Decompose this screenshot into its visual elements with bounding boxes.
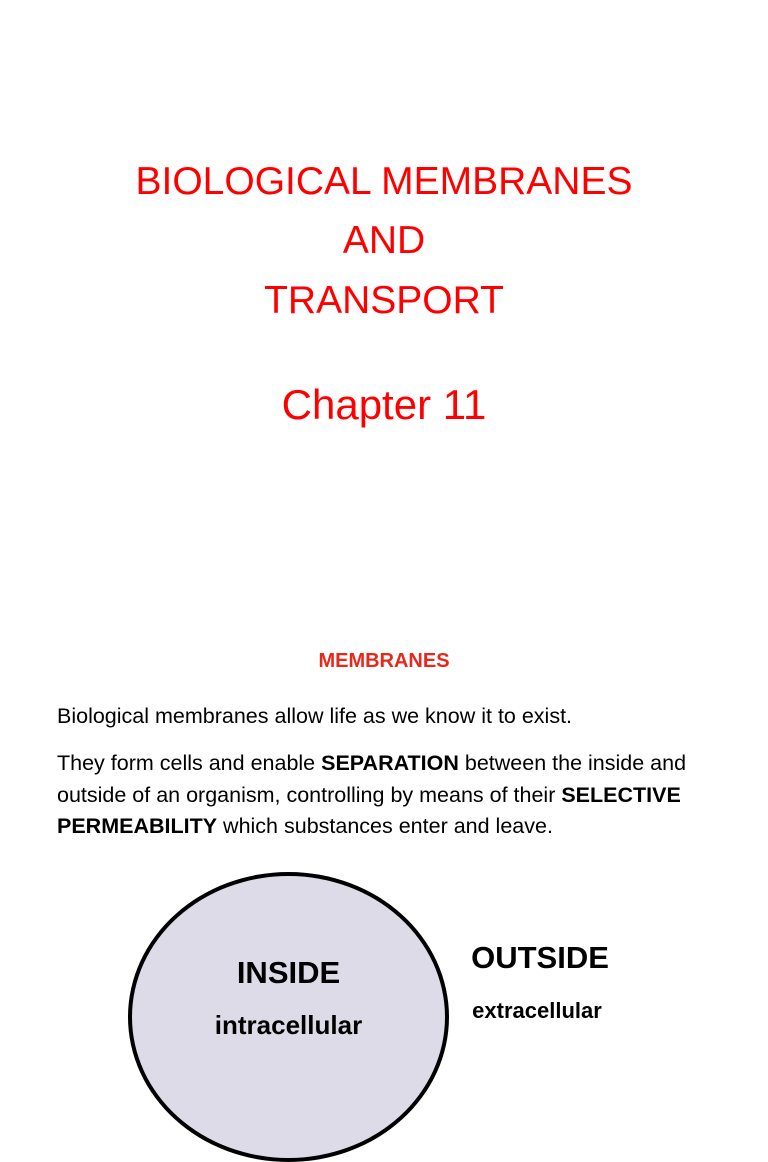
selective-permeability-term: SELECTIVE PERMEABILITY bbox=[57, 782, 681, 838]
paragraph-2-text-1: They form cells and enable bbox=[57, 751, 322, 775]
paragraph-1: Biological membranes allow life as we know it to exist. bbox=[57, 704, 573, 728]
title-line-3: TRANSPORT bbox=[264, 279, 504, 322]
title-line-2: AND bbox=[342, 219, 426, 262]
membranes-slide bbox=[0, 600, 768, 1040]
section-heading: MEMBRANES bbox=[318, 650, 450, 672]
title-line-1: BIOLOGICAL MEMBRANES bbox=[135, 160, 633, 203]
separation-term: SEPARATION bbox=[321, 751, 459, 775]
extracellular-label: extracellular bbox=[472, 998, 602, 1023]
paragraph-2 bbox=[57, 748, 717, 843]
paragraph-2-text-3: which substances enter and leave. bbox=[217, 814, 553, 838]
outside-label: OUTSIDE bbox=[471, 940, 609, 975]
paragraph-2-text-2: between the inside and outside of an organism, controlling by means of their bbox=[57, 751, 687, 807]
intracellular-label: intracellular bbox=[214, 1010, 363, 1040]
chapter-label: Chapter 11 bbox=[281, 381, 487, 428]
inside-label: INSIDE bbox=[236, 955, 341, 990]
